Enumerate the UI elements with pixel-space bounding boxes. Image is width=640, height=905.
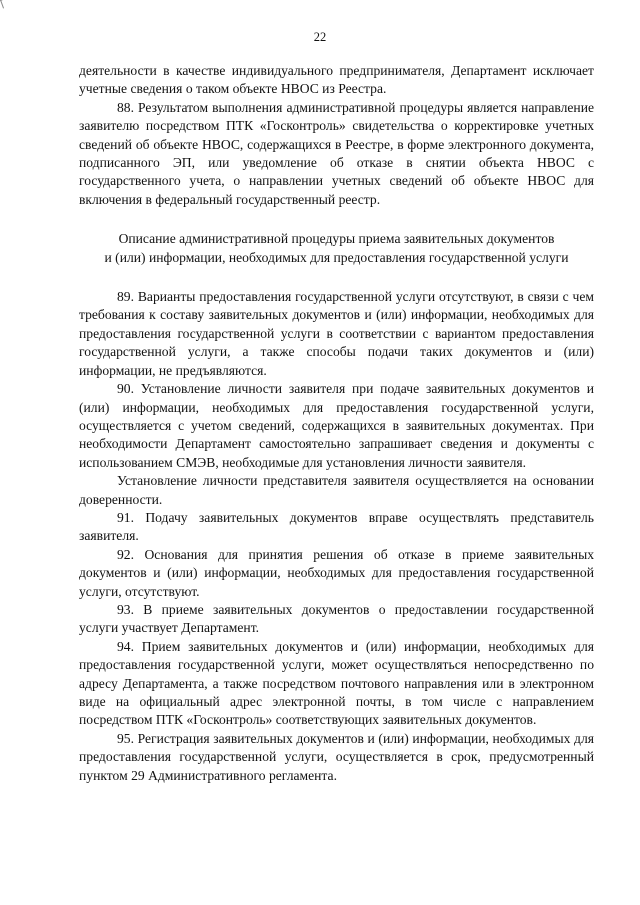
document-body	[79, 62, 594, 785]
paragraph-95: 95. Регистрация заявительных документов и (или) информации, необходимых для предоставления государственной услуги, осуществляется в срок, предусмотренный пунктом 29 Административного регламента.	[79, 730, 594, 783]
paragraph-92: 92. Основания для принятия решения об отказе в приеме заявительных документов и (или) информации, необходимых для предоставления государственной услуги, отсутствуют.	[79, 546, 594, 599]
section-heading	[79, 230, 594, 267]
scan-corner-mark	[0, 0, 12, 8]
paragraph-93: 93. В приеме заявительных документов о предоставлении государственной услуги участвует Департамент.	[79, 601, 594, 636]
paragraph-91: 91. Подачу заявительных документов вправе осуществлять представитель заявителя.	[79, 509, 594, 544]
paragraph-continuation: деятельности в качестве индивидуального предпринимателя, Департамент исключает учетные сведения о таком объекте НВОС из Реестра.	[79, 63, 594, 97]
section-heading-line-2: и (или) информации, необходимых для предоставления государственной услуги	[104, 249, 569, 265]
paragraph-94: 94. Прием заявительных документов и (или) информации, необходимых для предоставления государственной услуги, может осуществляться непосредственно по адресу Департамента, а также посредством почтового направления или в электронном виде на официальный адрес электронной почты, в том числе с направлением посредством ПТК «Госконтроль» соответствующих заявительных документов.	[79, 638, 594, 728]
paragraph-90: 90. Установление личности заявителя при подаче заявительных документов и (или) информации, необходимых для предоставления государственной услуги, осуществляется с учетом сведений, содержащихся в заявительных документах. При необходимости Департамент самостоятельно запрашивает сведения и документы с использованием СМЭВ, необходимые для установления личности заявителя.	[79, 381, 594, 470]
paragraph-89: 89. Варианты предоставления государственной услуги отсутствуют, в связи с чем требования к составу заявительных документов и (или) информации, необходимых для предоставления государственной услуги в соответствии с вариантом предоставления государственной услуги, а также способы подачи таких документов и (или) информации, не предъявляются.	[79, 289, 594, 378]
paragraph-90-representative: Установление личности представителя заявителя осуществляется на основании доверенности.	[79, 473, 594, 507]
page-number: 22	[313, 30, 327, 44]
section-heading-line-1: Описание административной процедуры приема заявительных документов	[118, 231, 555, 247]
paragraph-88: 88. Результатом выполнения административной процедуры является направление заявителю посредством ПТК «Госконтроль» свидетельства о корректировке учетных сведений об объекте НВОС, содержащихся в Реестре, в форме электронного документа, подписанного ЭП, или уведомление об отказе в снятии объекта НВОС с государственного учета, о направлении учетных сведений об объекте НВОС для включения в федеральный государственный реестр.	[79, 99, 594, 207]
